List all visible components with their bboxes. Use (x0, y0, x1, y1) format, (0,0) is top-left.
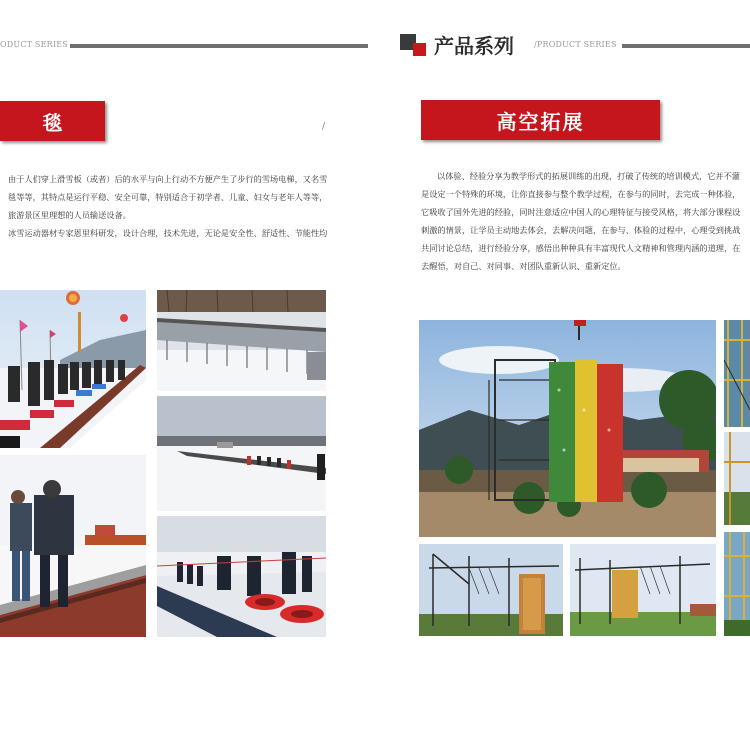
side-structure-photo-1 (724, 320, 750, 427)
right-body-line: 去醒悟，对自己、对同事、对团队重新认识、重新定位。 (421, 261, 626, 271)
right-header-bar (622, 44, 750, 48)
header-logo-red-square (413, 43, 426, 56)
snow-carpet-conveyor-photo (157, 290, 326, 391)
left-body-line: 由于人们穿上滑雪板（或者）后的水平与向上行动不方便产生了步行的雪场电梯，又名雪 (8, 174, 328, 184)
right-body-line: 以体验、经验分享为教学形式的拓展训练的出现，打破了传统的培训模式，它并不灌 (437, 171, 740, 181)
climbing-tower-photo (419, 320, 716, 537)
left-header-bar (70, 44, 368, 48)
left-section-title-box (0, 101, 105, 141)
left-body-line: 毯等等，其特点是运行平稳、安全可靠，特别适合于初学者、儿童、妇女与老年人等等， (8, 192, 328, 202)
side-structure-photo-2 (724, 432, 750, 525)
ropes-course-photo-1 (419, 544, 563, 636)
left-section-title: 毯 (42, 110, 63, 135)
snow-carpet-crowd-photo (0, 290, 146, 448)
snow-tube-queue-photo (157, 516, 326, 637)
ropes-course-photo-2 (570, 544, 716, 636)
right-section-body (421, 167, 740, 275)
left-body-line: 冰雪运动器材专家恩里科研发，设计合理，技术先进，无论是安全性、舒适性、节能性均 (8, 228, 328, 238)
snow-carpet-riders-photo (0, 455, 146, 637)
right-body-line: 刺激的情景，让学员主动地去体会，去解决问题，在参与、体验的过程中，心理受到挑战 (421, 225, 741, 235)
right-body-line: 共同讨论总结，进行经验分享，感悟出种种具有丰富现代人文精神和管理内涵的道理，在 (421, 243, 741, 253)
left-body-line: 旅游景区里理想的人员输送设备。 (8, 210, 131, 220)
page-title: 产品系列 (434, 34, 514, 58)
side-structure-photo-3 (724, 532, 750, 636)
left-header-subtitle: ODUCT SERIES (0, 40, 68, 49)
right-section-title: 高空拓展 (496, 109, 585, 134)
right-header-subtitle: /PRODUCT SERIES (534, 40, 617, 49)
corner-tick-mark: / (322, 122, 326, 132)
snow-slope-photo (157, 396, 326, 511)
left-section-body (8, 170, 327, 242)
right-section-title-box (421, 100, 660, 140)
right-body-line: 是设定一个特殊的环境，让你直接参与整个教学过程，在参与的同时，去完成一种体验， (421, 189, 741, 199)
right-body-line: 它吸收了国外先进的经验，同时注意适应中国人的心理特征与接受风格，将大部分课程设 (421, 207, 741, 217)
